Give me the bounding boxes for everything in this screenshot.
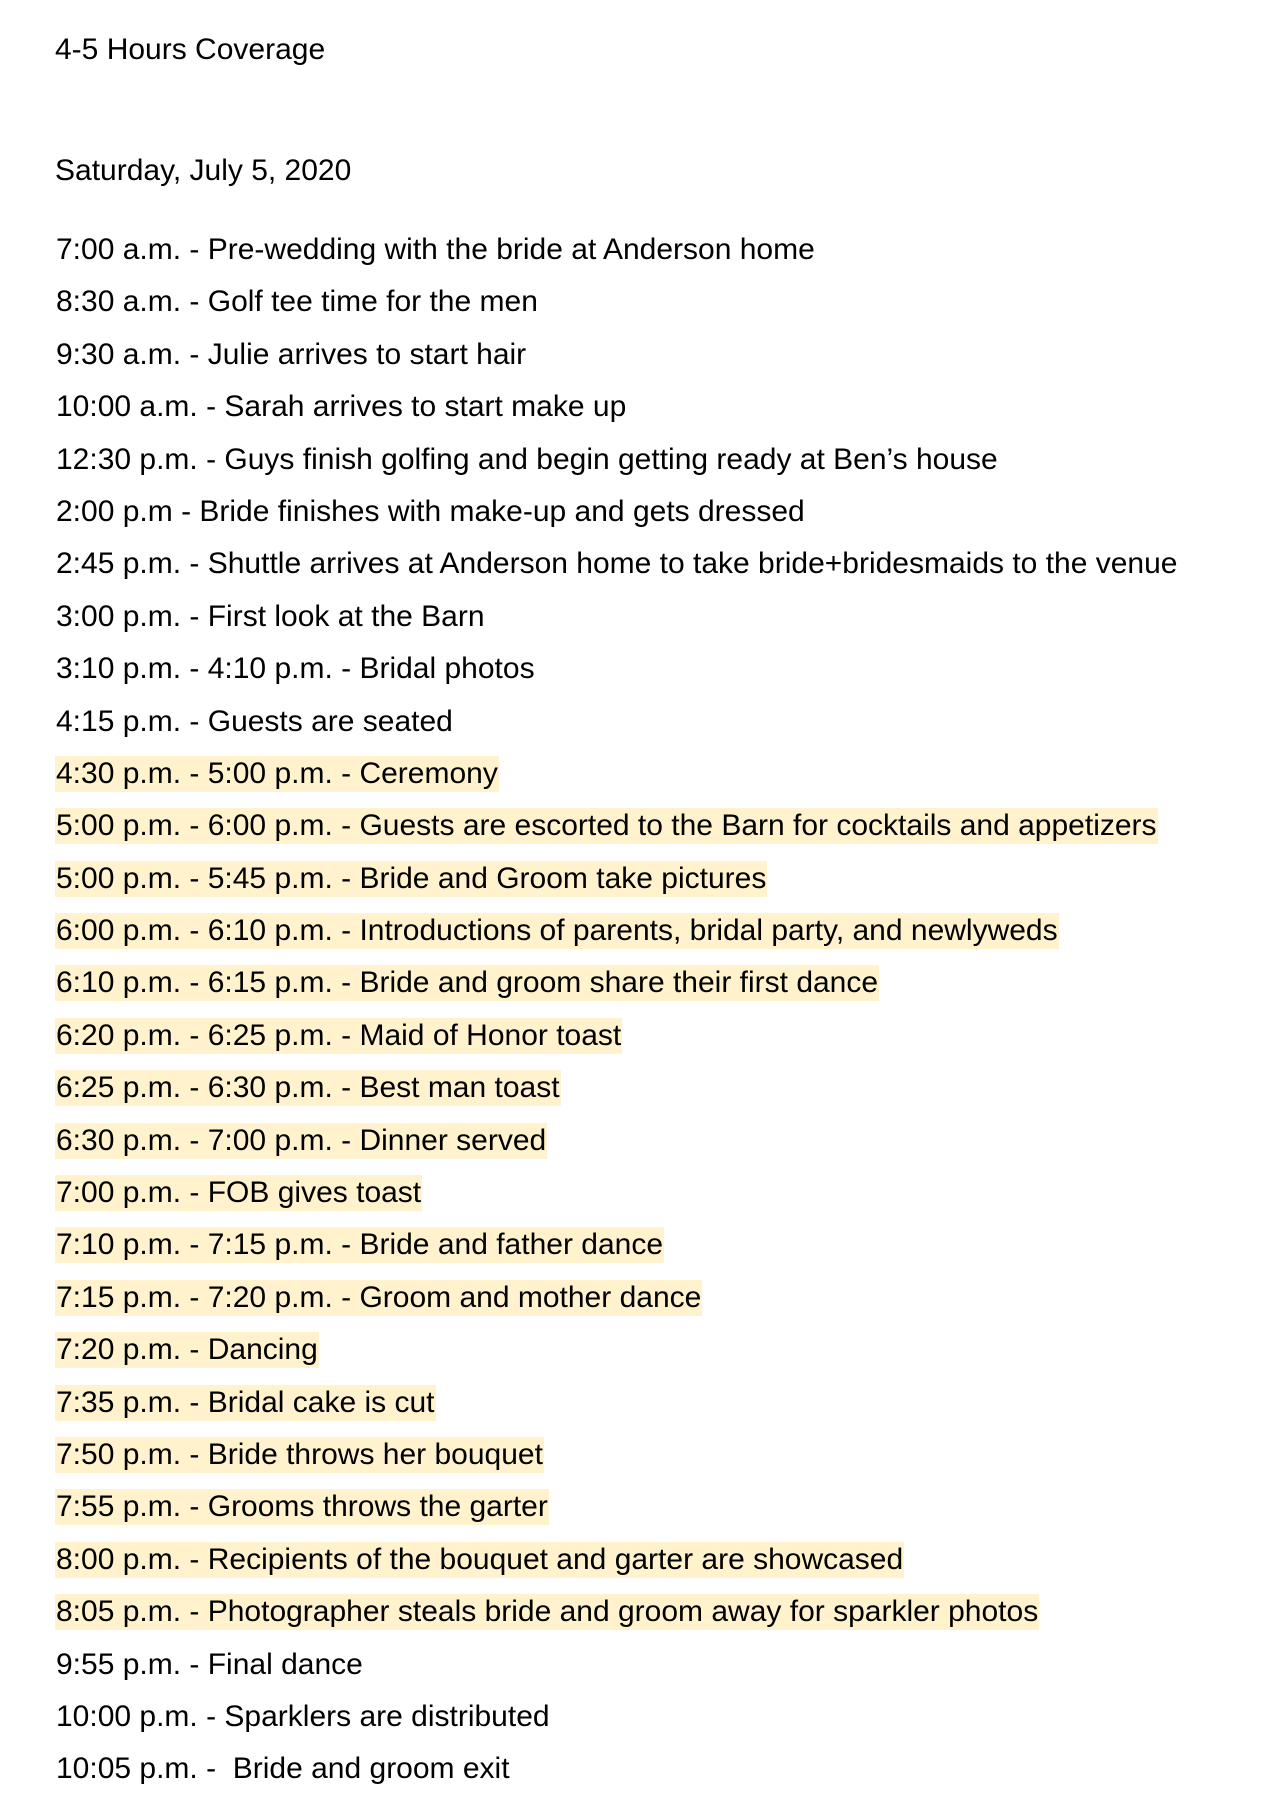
schedule-item-text: 6:00 p.m. - 6:10 p.m. - Introductions of parents, bridal party, and newlyweds [56,914,1058,948]
schedule-item [55,704,1178,756]
schedule-item [55,861,1178,913]
schedule-item-text: 5:00 p.m. - 5:45 p.m. - Bride and Groom take pictures [56,861,767,895]
schedule-item [55,1385,1178,1437]
schedule-item-text: 2:45 p.m. - Shuttle arrives at Anderson home to take bride+bridesmaids to the venue [56,547,1178,581]
schedule-item-text: 8:30 a.m. - Golf tee time for the men [56,285,538,319]
schedule-item-text: 2:00 p.m - Bride finishes with make-up and gets dressed [56,494,805,528]
schedule-item-text: 3:00 p.m. - First look at the Barn [56,599,485,633]
schedule-item-text: 5:00 p.m. - 6:00 p.m. - Guests are escorted to the Barn for cocktails and appetizers [56,809,1157,843]
schedule-item-text: 7:15 p.m. - 7:20 p.m. - Groom and mother dance [56,1280,702,1314]
schedule-item-text: 4:15 p.m. - Guests are seated [56,704,453,738]
event-date: Saturday, July 5, 2020 [55,154,352,187]
schedule-item [55,232,1178,284]
schedule-item [55,1280,1178,1332]
schedule-item [55,1332,1178,1384]
schedule-item-text: 7:10 p.m. - 7:15 p.m. - Bride and father dance [56,1228,664,1262]
schedule-item [55,1542,1178,1594]
schedule-item [55,1699,1178,1751]
schedule-item-text: 4:30 p.m. - 5:00 p.m. - Ceremony [56,756,498,790]
schedule-item-text: 8:05 p.m. - Photographer steals bride and groom away for sparkler photos [56,1595,1039,1629]
schedule-item [55,1594,1178,1646]
schedule-item [55,389,1178,441]
schedule-item [55,651,1178,703]
schedule-item [55,1175,1178,1227]
schedule-item [55,1751,1178,1803]
schedule-item-text: 10:00 p.m. - Sparklers are distributed [56,1699,550,1733]
schedule-item-text: 6:30 p.m. - 7:00 p.m. - Dinner served [56,1123,547,1157]
coverage-heading: 4-5 Hours Coverage [55,33,326,66]
schedule-item-text: 8:00 p.m. - Recipients of the bouquet and garter are showcased [56,1542,904,1576]
schedule-item [55,546,1178,598]
schedule-item-text: 7:20 p.m. - Dancing [56,1333,318,1367]
schedule-list [55,232,1178,1804]
schedule-item-text: 6:25 p.m. - 6:30 p.m. - Best man toast [56,1071,560,1105]
schedule-item [55,1227,1178,1279]
schedule-item [55,1647,1178,1699]
schedule-item [55,494,1178,546]
schedule-item-text: 9:55 p.m. - Final dance [56,1647,363,1681]
schedule-item-text: 10:00 a.m. - Sarah arrives to start make up [56,390,627,424]
schedule-item [55,1018,1178,1070]
schedule-item [55,913,1178,965]
schedule-item [55,808,1178,860]
schedule-item-text: 6:20 p.m. - 6:25 p.m. - Maid of Honor toast [56,1018,622,1052]
schedule-item [55,337,1178,389]
schedule-item-text: 7:50 p.m. - Bride throws her bouquet [56,1437,543,1471]
schedule-item-text: 7:55 p.m. - Grooms throws the garter [56,1490,548,1524]
schedule-item-text: 10:05 p.m. - Bride and groom exit [56,1752,510,1786]
schedule-item-text: 6:10 p.m. - 6:15 p.m. - Bride and groom share their first dance [56,966,879,1000]
schedule-item [55,1437,1178,1489]
schedule-item [55,442,1178,494]
schedule-item-text: 7:00 a.m. - Pre-wedding with the bride at Anderson home [56,233,815,266]
schedule-item [55,1070,1178,1122]
schedule-item-text: 3:10 p.m. - 4:10 p.m. - Bridal photos [56,652,535,686]
schedule-item-text: 7:35 p.m. - Bridal cake is cut [56,1385,435,1419]
schedule-item [55,1123,1178,1175]
schedule-item [55,1489,1178,1541]
schedule-item-text: 9:30 a.m. - Julie arrives to start hair [56,337,527,371]
schedule-item [55,284,1178,336]
schedule-item [55,599,1178,651]
schedule-item [55,756,1178,808]
schedule-item-text: 7:00 p.m. - FOB gives toast [56,1176,422,1210]
schedule-item [55,965,1178,1017]
schedule-item-text: 12:30 p.m. - Guys finish golfing and begin getting ready at Ben’s house [56,442,998,476]
